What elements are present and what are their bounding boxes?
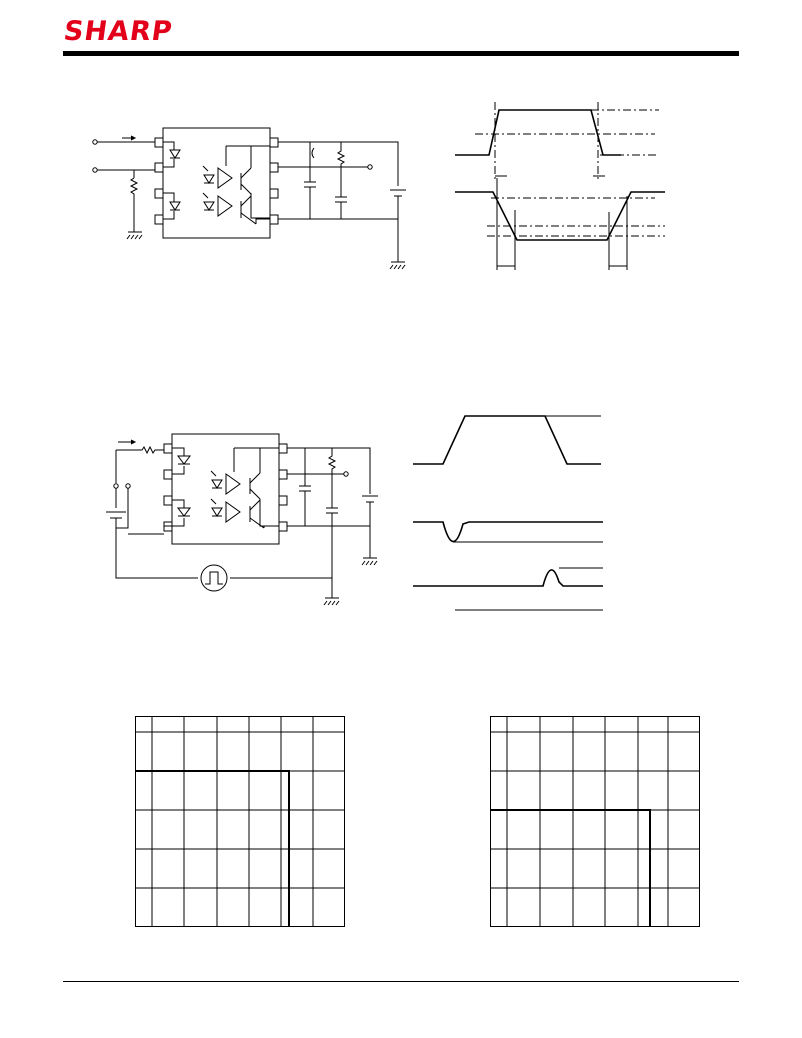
amp-icon: [218, 168, 232, 216]
capacitor-icon: [304, 142, 316, 219]
graph-right: [490, 716, 700, 927]
transistor-icon: [226, 146, 270, 218]
input-waveform: [455, 110, 621, 155]
switching-waveform: [455, 100, 665, 278]
transistor-icon: [241, 193, 270, 224]
photodiode-icon: [203, 193, 214, 210]
battery-icon: [106, 450, 128, 534]
diode-icon: [170, 202, 180, 210]
low-noise-waveform: [413, 522, 603, 542]
sharp-logo: SHARP: [61, 16, 175, 47]
derating-curve: [490, 810, 650, 926]
grid-vertical: [507, 716, 668, 926]
header-rule: [63, 51, 739, 56]
photodiode-icon: [211, 499, 222, 516]
footer-rule: [63, 981, 739, 982]
battery-icon: [362, 496, 378, 558]
resistor-icon: [326, 448, 338, 598]
diode-icon: [170, 150, 180, 158]
photodiode-icon: [203, 166, 214, 183]
ground-icon: [362, 558, 377, 565]
transistor-icon: [234, 448, 279, 528]
photodiode-icon: [211, 471, 222, 488]
switching-test-circuit: [88, 118, 418, 270]
diode-icon: [172, 448, 190, 474]
resistor-icon: [335, 142, 347, 219]
ground-icon: [390, 262, 405, 269]
graph-left: [135, 716, 345, 927]
output-waveform: [455, 192, 665, 240]
resistor-icon: [131, 170, 137, 232]
ground-icon: [127, 232, 142, 239]
pulse-waveform: [413, 416, 601, 464]
noise-waveform: [413, 410, 605, 615]
ground-icon: [324, 598, 339, 605]
noise-test-circuit: [98, 428, 388, 606]
battery-icon: [390, 190, 406, 262]
resistor-icon: [116, 447, 164, 453]
pulse-generator-icon: [201, 565, 227, 591]
high-noise-waveform: [413, 570, 603, 586]
amp-icon: [226, 474, 240, 522]
pin-stubs: [155, 138, 278, 224]
diode-icon: [172, 500, 190, 526]
capacitor-icon: [299, 448, 311, 526]
